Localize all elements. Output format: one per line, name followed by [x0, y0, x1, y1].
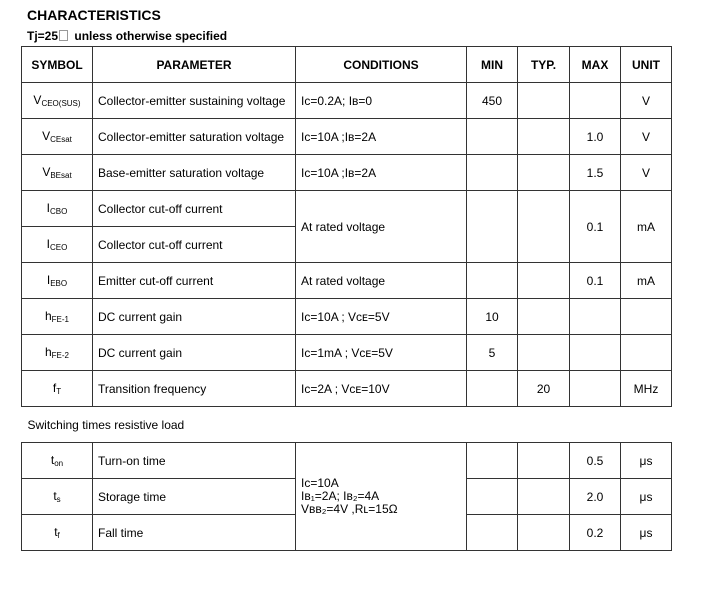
symbol-letter: I	[46, 201, 50, 215]
condition-line: Iʙ₁=2A; Iʙ₂=4A	[301, 489, 380, 503]
note-suffix: unless otherwise specified	[74, 29, 228, 43]
parameter-cell: Emitter cut-off current	[93, 263, 296, 299]
unit-cell: μs	[621, 479, 672, 515]
unit-cell: mA	[621, 191, 672, 263]
parameter-cell: Collector-emitter sustaining voltage	[93, 83, 296, 119]
parameter-cell: Storage time	[93, 479, 296, 515]
condition-line: Vʙʙ₂=4V ,Rʟ=15Ω	[301, 502, 398, 516]
table-row	[22, 443, 672, 479]
symbol-letter: h	[44, 345, 52, 359]
header-row	[22, 47, 672, 83]
conditions-cell: Iᴄ=10A ;Iʙ=2A	[296, 155, 467, 191]
conditions-cell: At rated voltage	[296, 263, 467, 299]
table-row	[22, 155, 672, 191]
conditions-cell: At rated voltage	[296, 191, 467, 263]
parameter-cell: Turn-on time	[93, 443, 296, 479]
table-row	[22, 335, 672, 371]
unit-cell: MHz	[621, 371, 672, 407]
max-cell: 1.5	[570, 155, 621, 191]
typ-cell	[518, 263, 570, 299]
header-min: MIN	[467, 47, 518, 83]
parameter-cell: Transition frequency	[93, 371, 296, 407]
header-conditions: CONDITIONS	[296, 47, 467, 83]
max-cell	[570, 335, 621, 371]
max-cell: 1.0	[570, 119, 621, 155]
symbol-cell	[22, 335, 93, 371]
parameter-cell: Base-emitter saturation voltage	[93, 155, 296, 191]
min-cell	[467, 119, 518, 155]
symbol-cell	[22, 155, 93, 191]
typ-cell	[518, 479, 570, 515]
condition-line: Iᴄ=10A	[301, 476, 339, 490]
table-row	[22, 119, 672, 155]
symbol-cell	[22, 443, 93, 479]
symbol-cell	[22, 119, 93, 155]
table-row	[22, 83, 672, 119]
symbol-letter: t	[53, 489, 57, 503]
table-row	[22, 299, 672, 335]
symbol-subscript: T	[56, 387, 62, 396]
max-cell	[570, 83, 621, 119]
unit-cell	[621, 335, 672, 371]
symbol-subscript: CEsat	[50, 135, 72, 144]
unit-cell: mA	[621, 263, 672, 299]
parameter-cell: DC current gain	[93, 299, 296, 335]
max-cell: 0.2	[570, 515, 621, 551]
typ-cell: 20	[518, 371, 570, 407]
min-cell	[467, 443, 518, 479]
symbol-cell	[22, 479, 93, 515]
unit-cell: μs	[621, 515, 672, 551]
min-cell	[467, 479, 518, 515]
min-cell: 5	[467, 335, 518, 371]
max-cell: 0.1	[570, 263, 621, 299]
table-row	[22, 371, 672, 407]
min-cell	[467, 263, 518, 299]
min-cell	[467, 371, 518, 407]
min-cell	[467, 515, 518, 551]
symbol-cell	[22, 227, 93, 263]
symbol-letter: f	[52, 381, 57, 395]
section-label: Switching times resistive load	[22, 407, 672, 443]
symbol-letter: t	[54, 525, 58, 539]
typ-cell	[518, 119, 570, 155]
min-cell	[467, 191, 518, 263]
max-cell: 0.5	[570, 443, 621, 479]
symbol-subscript: CEO	[50, 243, 68, 252]
min-cell: 10	[467, 299, 518, 335]
header-unit: UNIT	[621, 47, 672, 83]
symbol-letter: V	[42, 165, 51, 179]
symbol-cell	[22, 371, 93, 407]
max-cell	[570, 371, 621, 407]
parameter-cell: Fall time	[93, 515, 296, 551]
conditions-cell: Iᴄ=10A ; Vᴄᴇ=5V	[296, 299, 467, 335]
min-cell	[467, 155, 518, 191]
temp-prefix: Tj=25	[27, 29, 59, 43]
symbol-subscript: f	[57, 531, 60, 540]
symbol-subscript: CBO	[50, 207, 68, 216]
typ-cell	[518, 299, 570, 335]
section-title: CHARACTERISTICS	[27, 7, 161, 23]
unit-cell	[621, 299, 672, 335]
symbol-subscript: FE-2	[51, 351, 70, 360]
max-cell	[570, 299, 621, 335]
conditions-cell: Iᴄ=0.2A; Iʙ=0	[296, 83, 467, 119]
parameter-cell: Collector cut-off current	[93, 191, 296, 227]
parameter-cell: DC current gain	[93, 335, 296, 371]
symbol-letter: V	[42, 129, 51, 143]
typ-cell	[518, 335, 570, 371]
symbol-cell	[22, 299, 93, 335]
conditions-cell: Iᴄ=1mA ; Vᴄᴇ=5V	[296, 335, 467, 371]
conditions-note	[27, 29, 227, 43]
header-max: MAX	[570, 47, 621, 83]
symbol-cell	[22, 515, 93, 551]
symbol-subscript: EBO	[50, 279, 68, 288]
symbol-cell	[22, 83, 93, 119]
missing-glyph-icon	[59, 30, 68, 41]
conditions-cell	[296, 443, 467, 551]
symbol-subscript: FE-1	[51, 315, 70, 324]
unit-cell: μs	[621, 443, 672, 479]
max-cell: 2.0	[570, 479, 621, 515]
header-typ: TYP.	[518, 47, 570, 83]
header-parameter: PARAMETER	[93, 47, 296, 83]
symbol-subscript: s	[56, 495, 61, 504]
header-symbol: SYMBOL	[22, 47, 93, 83]
conditions-cell: Iᴄ=2A ; Vᴄᴇ=10V	[296, 371, 467, 407]
symbol-cell	[22, 263, 93, 299]
symbol-subscript: CEO(SUS)	[41, 99, 81, 108]
parameter-cell: Collector-emitter saturation voltage	[93, 119, 296, 155]
table-row	[22, 263, 672, 299]
characteristics-table	[21, 46, 672, 551]
typ-cell	[518, 83, 570, 119]
table-row	[22, 191, 672, 227]
section-row	[22, 407, 672, 443]
typ-cell	[518, 515, 570, 551]
parameter-cell: Collector cut-off current	[93, 227, 296, 263]
typ-cell	[518, 155, 570, 191]
symbol-cell	[22, 191, 93, 227]
symbol-subscript: on	[54, 459, 64, 468]
unit-cell: V	[621, 83, 672, 119]
symbol-letter: h	[44, 309, 52, 323]
unit-cell: V	[621, 119, 672, 155]
unit-cell: V	[621, 155, 672, 191]
symbol-letter: I	[46, 273, 51, 287]
conditions-cell: Iᴄ=10A ;Iʙ=2A	[296, 119, 467, 155]
symbol-letter: I	[46, 237, 50, 251]
max-cell: 0.1	[570, 191, 621, 263]
symbol-subscript: BEsat	[50, 171, 72, 180]
min-cell: 450	[467, 83, 518, 119]
typ-cell	[518, 191, 570, 263]
typ-cell	[518, 443, 570, 479]
symbol-letter: V	[33, 93, 42, 107]
symbol-letter: t	[50, 453, 55, 467]
